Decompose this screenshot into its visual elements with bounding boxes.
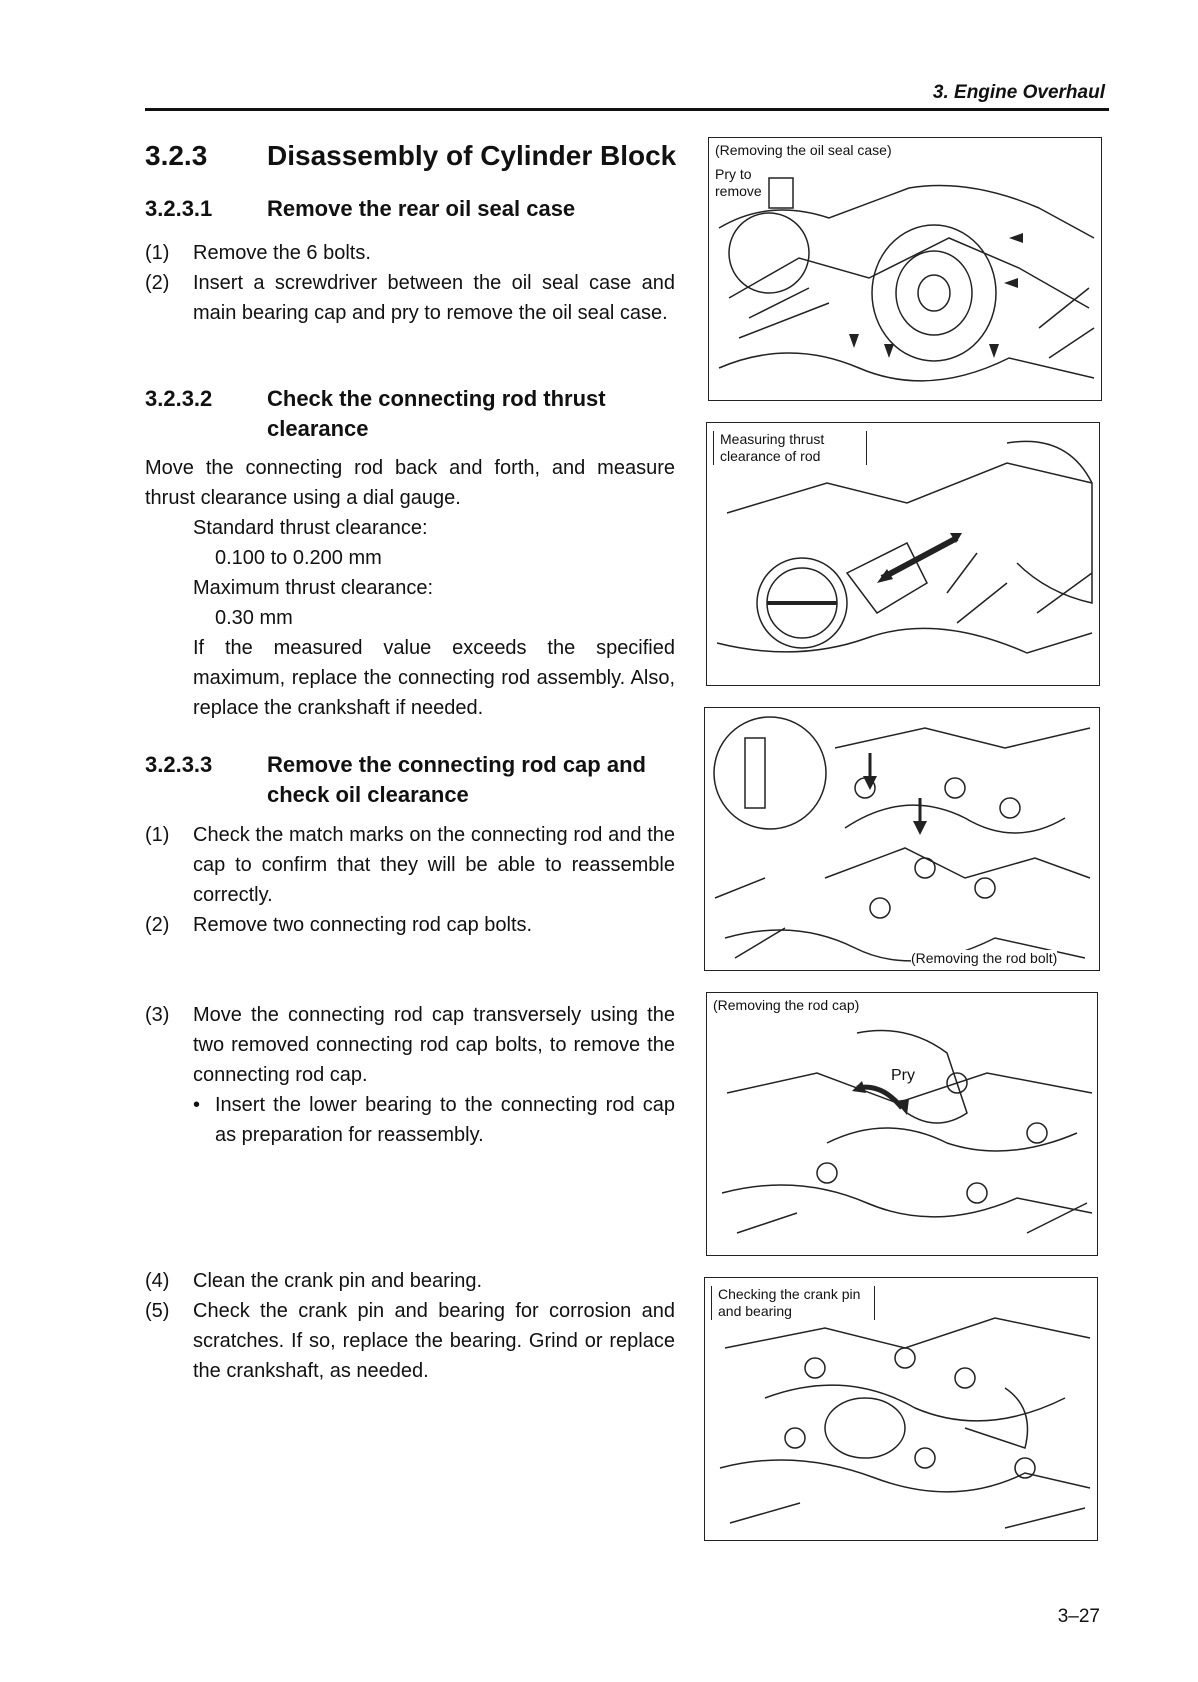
- note-text: If the measured value exceeds the specified maximum, replace the connecting rod assembly. Also, replace the crankshaft if needed.: [193, 637, 675, 719]
- intro-text: Move the connecting rod back and forth, and measure thrust clearance using a dial gauge.: [145, 457, 675, 509]
- figure-caption: (Removing the oil seal case): [715, 142, 892, 158]
- step-text: Check the crank pin and bearing for corrosion and scratches. If so, replace the bearing. Grind or replace the crankshaft, as needed.: [193, 1300, 675, 1382]
- figure-rod-cap: [706, 992, 1098, 1256]
- subsection-number: 3.2.3.1: [145, 196, 213, 221]
- sub3-steps-a: [145, 820, 675, 940]
- figure-crank-pin: [704, 1277, 1098, 1541]
- step-number: (2): [145, 272, 170, 294]
- subsection-title: Check the connecting rod thrust clearance: [267, 386, 606, 441]
- subsection-title: Remove the rear oil seal case: [267, 196, 576, 221]
- step-number: (5): [145, 1300, 170, 1322]
- step-text: Remove the 6 bolts.: [193, 242, 371, 264]
- step-item: [145, 820, 675, 910]
- step-number: (1): [145, 242, 170, 264]
- figure-caption: (Removing the rod cap): [713, 997, 860, 1013]
- subsection-number: 3.2.3.3: [145, 752, 213, 777]
- figure-caption: Checking the crank pin and bearing: [711, 1286, 875, 1320]
- subsection-heading-1: [145, 194, 685, 224]
- subsection-title: Remove the connecting rod cap and check oil clearance: [267, 752, 646, 807]
- section-heading: [145, 140, 676, 172]
- step-text: Insert a screwdriver between the oil seal case and main bearing cap and pry to remove the oil seal case.: [193, 272, 675, 324]
- sub3-steps-b: [145, 1266, 675, 1386]
- step-item: [145, 1000, 675, 1090]
- step-text: Remove two connecting rod cap bolts.: [193, 914, 533, 936]
- page-header: [145, 80, 1109, 111]
- max-value: 0.30 mm: [215, 607, 293, 629]
- figure-caption: Measuring thrust clearance of rod: [713, 431, 867, 465]
- rod-bolt-illustration: [705, 708, 1099, 970]
- chapter-title: 3. Engine Overhaul: [932, 82, 1105, 103]
- section-number: 3.2.3: [145, 140, 208, 171]
- sub2-body: [145, 453, 675, 723]
- rod-cap-illustration: [707, 993, 1097, 1255]
- step-number: (3): [145, 1004, 170, 1026]
- figure-rod-bolt: [704, 707, 1100, 971]
- step-item: [145, 1296, 675, 1386]
- step-number: (2): [145, 914, 170, 936]
- std-label: Standard thrust clearance:: [193, 517, 428, 539]
- std-value: 0.100 to 0.200 mm: [215, 547, 382, 569]
- step-number: (4): [145, 1270, 170, 1292]
- bullet-dot: •: [193, 1094, 201, 1116]
- step-number: (1): [145, 824, 170, 846]
- figure-thrust-clearance: [706, 422, 1100, 686]
- subsection-heading-2: [145, 384, 665, 444]
- sub3-step3: [145, 1000, 675, 1150]
- section-title: Disassembly of Cylinder Block: [267, 140, 677, 171]
- step-item: [145, 238, 675, 268]
- subsection-number: 3.2.3.2: [145, 386, 213, 411]
- sub1-steps: [145, 238, 675, 328]
- engine-illustration: [709, 138, 1101, 400]
- figure-oil-seal-case: [708, 137, 1102, 401]
- page-number: 3–27: [1057, 1606, 1100, 1627]
- step-text: Check the match marks on the connecting rod and the cap to confirm that they will be able to reassemble correctly.: [193, 824, 675, 906]
- step-item: [145, 268, 675, 328]
- step-item: [145, 1266, 675, 1296]
- step-item: [145, 910, 675, 940]
- figure-label: Pry: [891, 1067, 915, 1084]
- step-text: Clean the crank pin and bearing.: [193, 1270, 483, 1292]
- step-text: Move the connecting rod cap transversely using the two removed connecting rod cap bolts, to remove the connecting rod cap.: [193, 1004, 675, 1086]
- figure-caption: (Removing the rod bolt): [911, 950, 1058, 966]
- bullet-item: [145, 1090, 675, 1150]
- max-label: Maximum thrust clearance:: [193, 577, 434, 599]
- subsection-heading-3: [145, 750, 665, 810]
- bullet-text: Insert the lower bearing to the connecting rod cap as preparation for reassembly.: [215, 1094, 675, 1146]
- figure-label: Pry to remove: [715, 166, 762, 199]
